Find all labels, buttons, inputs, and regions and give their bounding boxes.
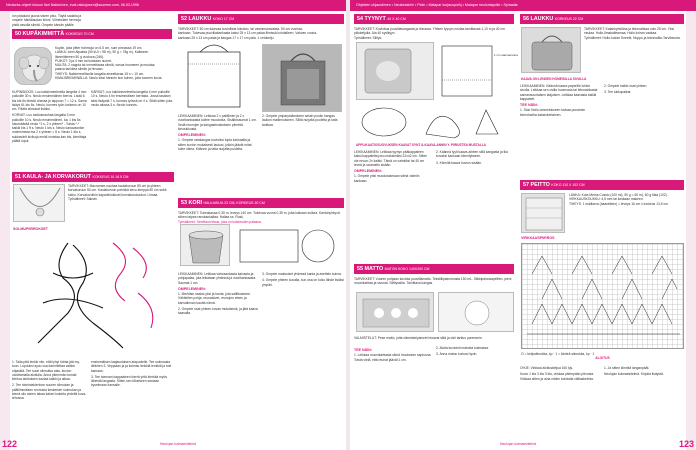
tools-line: Työvälineet: Sakset. (68, 196, 98, 201)
section-55-body-b (436, 346, 514, 434)
section-57-title: 57 PEITTO (523, 182, 550, 188)
bag-icon (263, 45, 343, 113)
section-54-title: 54 TYYNYT (357, 16, 386, 22)
section-57-meta: KOKO 110 X 102 CM (551, 183, 585, 187)
section-57-body-b (604, 366, 684, 434)
section-55-heading (354, 264, 514, 274)
subheading: TEE NÄIN: (354, 348, 372, 352)
seam-label: 1 cm saumanvara (494, 53, 518, 57)
pattern-label: KAAVA ON LENDEN HOMEISILLA SIVULLA (521, 77, 587, 81)
section-54-meta: 40 X 40 CM (387, 17, 406, 21)
section-50-materials (55, 46, 173, 86)
section-51-meta: KOKKEUS 16 JA 5 CM (92, 175, 129, 179)
step-text: 1. Taita pitä lenkki niin, että lyhyt hänta jää my-tuun. Lopuuksi ayuu vua karmiteltaa valtion ohjaskiä. Tee suuri silmukka alas, kuvion osoittamalla aloitulla. Anna pitemmän tomati kiertoa aloituksen kaulaa kaikki ja aikaa. (12, 360, 81, 381)
pillow-photo (356, 42, 434, 100)
section-52-body-a (178, 114, 258, 194)
intro-line: pistä vasulla silmät. Ompele kärsän päälle. (12, 22, 75, 27)
section-57-body-a (520, 366, 600, 434)
knot-diagrams (13, 233, 173, 353)
bag-diagram (180, 44, 260, 114)
section-53-body-b (262, 272, 344, 434)
section-53 (178, 196, 344, 224)
material-line: TARVIKKEET: Kuvioitua puuvillakangasta ja linnaraa. Yhteen tyynyn neulaa tarvittavaa 1,10 m ja 40 cm piiloketjulla. Ala 40 syslityyn. (354, 27, 505, 36)
valmistelut (354, 336, 514, 340)
body-paragraph: 2. Ompele ymparystämiseen selain puolin kangas laukun mallinnukseen. Silitä nurjalta puolelta ja taita tarkkaa. (262, 114, 338, 127)
body-paragraph: 3. Kiinnitä kaava kuvion sisään. (436, 160, 483, 165)
body-paragraph: 2. Ompele kaikki osat yhteen. (604, 84, 648, 88)
body-paragraph: 1. Ja sitten kiinnitä langanpäät. (604, 366, 650, 370)
section-55-body-a (354, 346, 432, 434)
body-paragraph: 2. Käännä lyyti kaava-aiheen sillä kangasta ja tila kuvaksi kankaan kiinnitykseen. (436, 150, 508, 159)
page-number-left: 122 (2, 439, 18, 449)
body-paragraph: 2. Ompele osat yhteen kuvan mukaisesti, ja jätä kaava kaavalla. (178, 306, 258, 315)
elephant-icon (15, 48, 53, 86)
section-53-meta: HALKAISIJA 23 CM, KORKEUS 20 CM (203, 201, 265, 205)
section-57-materials (569, 193, 684, 233)
section-51-heading (12, 172, 174, 182)
material-line: TIHEYS: Nakkeinnellisella langalla aineeltavaa 15 s = 10 cm. (55, 71, 145, 76)
crochet-symbols (522, 244, 685, 350)
material-line: KIMAJÄRKIMIWÄLLÄ: Neulo siksi hännen kun kohen, joka tuomen kuvia. (55, 75, 163, 80)
section-56 (520, 14, 684, 27)
legend-text: O = ketjusilmukka, kp · 1 = kiinteä silmukka, kp · 1 (521, 352, 595, 356)
section-55-meta: MATON KOKO 140X200 CM (384, 267, 430, 271)
section-53-body-a (178, 272, 258, 434)
body-paragraph: Kuvio 1 kts 3 kts 3 kts, virkkaa pitempään piirrosta. Virkkaa sitten ja aina niiden kohdalla välilaskelmia. (520, 372, 595, 381)
pillow-icon (357, 43, 435, 101)
bag2-icon (522, 28, 582, 74)
step-text: ensimmäisen laajasutuisen alapuolelle. Tee solmuasia lähinten 3. Veppiaan ja ja kolmas lenkkiä lenkkiä ja tule kamaan. (91, 360, 172, 373)
necklace-photo (13, 184, 65, 222)
section-57-heading (520, 180, 684, 190)
right-sidebar-strip (686, 11, 696, 450)
stencil-icon (439, 293, 515, 333)
material-line: TARVIKKEET: Macramee-nauhaa kaulakoruun 85 cm ja yhteen korvakoruun 50 cm. Kaulakoruun pahnikä kevo-lemppa 80 cm sekä lukko. Korvakoruihin kaparlinlukkuet korvakorukoukut. Liimaa. (68, 184, 167, 197)
rug-photo (356, 292, 434, 332)
blanket-photo (521, 193, 565, 233)
header-left-text: Neulonta-ohjeet lukuun Ilari Nakkeinen, eval.rakkojusen@suomen.com, 06.03.1996 (6, 3, 139, 7)
section-51-steps-b (91, 360, 173, 436)
stencil-photo (438, 292, 514, 332)
subheading: TEE NÄIN: (520, 103, 538, 107)
section-56-title: 56 LAUKKU (523, 16, 554, 22)
section-55-title: 55 MATTO (357, 266, 384, 272)
intro-line: Ion pidakoid puoss sisren piko, Täytä sadalla ja (12, 14, 82, 18)
section-52-heading (178, 14, 344, 24)
section-50-body-b (91, 90, 173, 170)
step-text: 2. Tee toimintakiertoon suuren silmukan ja päällimmäisen reunusta keskeisen solmukan ja kierrä siis toinen takaa kaken kokeita yhdellä kuva-tehossa. (12, 383, 87, 400)
body-paragraph: 3. Tee lukkopaikat. (604, 90, 632, 95)
body-paragraph: KORVAT: Luo aloitusnauhaa langalla 3 mm puikoille 10 s. Neulo ensimmäinen, luo 1 kts 6s lukumäärää neulo *1 s, 2 s yhteen* - Toista *-* kaikki kts 1 ft s. Neulo 1 kts s. Neulo kanavaonkin molemmista ma 2 s yhteen = 8 s. Neulo 1 kts s, sukkavärit kivikoja emäli omistaa kan kts, kirmittaja päätä loput. (12, 113, 87, 143)
pillow-diagram (438, 42, 518, 102)
applique-shapes (356, 104, 514, 142)
body-paragraph: OHJE: Virkkaa aloitusketjua 160 kjs. (520, 366, 574, 370)
crochet-chart (521, 243, 684, 349)
intro-line: ompele häntälaudan kiinni. Viimeistele hermoja (12, 18, 81, 23)
material-line: VIRKKAUSKOUKKU: 4,5 mm tai koskaan makeen. (569, 197, 644, 202)
rug-icon (357, 293, 435, 333)
section-50-body-a (12, 90, 87, 170)
page-gutter (346, 0, 350, 450)
material-line: TARVIKKEET: Tukeakasaa 0,35 m, leveys 140 cm. Tukevaa vuoria 0,35 m, joita lukkaan kulkea. Kantohyhkyvä siihen taipea ranskankaltaa. Hallaa ns. Rusk. (178, 211, 340, 220)
section-56-heading (520, 14, 684, 24)
bag-photo (262, 44, 342, 112)
material-line: TARVIKKEET: 50 cm tukevaa kuviollista lukuisto- tai vasinmukavaista. 50 cm vuoriaa- (178, 27, 303, 31)
section-53-heading (178, 198, 344, 208)
material-line: TARVIKKEET: Vuoren pohjaan kuviota puuvillamatto. Tekstiilipainomusta 150 mL. Silkkipainosapellien, pieni muovikarttaa ja sivusta. Siltityssilta. Tarvittava kangas. (354, 277, 512, 286)
body-paragraph: 4. Ompele yhteen kuvalla, kun osa on koko lähde lisäksi ympäri. (262, 278, 344, 287)
body-paragraph: 1. Ompele pitsi muodostamaan silmä valmiin kankaan. (354, 174, 420, 183)
elephant-photo (14, 47, 52, 85)
header-right (350, 0, 696, 11)
diagram-label: SOLMUPIIRROKSET (13, 227, 48, 231)
section-50-heading (12, 29, 172, 39)
subheading: OMPELEMINEN: (178, 286, 206, 291)
body-paragraph: Neulojan kulmaesitelmä. Kirjoita lisäystä. (604, 372, 664, 377)
tools-line: Työvälineet: Silitys. (354, 35, 383, 40)
section-50-meta: KOKKEUS 70 CM (65, 31, 94, 36)
necklace-icon (14, 185, 66, 223)
blanket-icon (522, 194, 566, 234)
footer-left: Neulojan kulmaesitelmä (160, 442, 196, 446)
material-line: MUUTA: 2 nappia tai ommeltavaa silmiä, vanua huomeen ja muutaa (55, 63, 155, 67)
body-paragraph: 1. Sido Nollo-ommelukseen kaivaa punainen kierroksella kaksinkertainen. (520, 108, 586, 117)
section-55 (354, 262, 514, 286)
section-56-body-b (604, 84, 684, 176)
section-52 (178, 14, 344, 40)
material-line: TARVIKKEET: Kalanhyheläna ja tekonahkaa noin 25 cm. Yksi neulaa. Hollo-ilmakalleamaa. Hollo koiran vaakaa. (584, 27, 674, 36)
section-52-meta: KOKO 17 CM (212, 17, 235, 21)
subheading: OMPELEMINEN: (354, 169, 382, 173)
valmistelut-text: VALMISTELUT: Pese matto, jotta viimeistelyaineet irtoavat siitä ja väri tarttuu paremmin. (354, 336, 483, 340)
applique-label: APPLIKAATIOSUOVUKSEN KAAVAT SYNT A-KAAVA-ANNIN Y. PIIRUSTEA MUSTALLA (356, 143, 486, 147)
material-line: kankaan 25 x 13 cm palaa ja kangas 17 x 17 cm pala. 1 vetoketju. (178, 35, 275, 40)
section-52-title: 52 LAUKKU (181, 16, 212, 22)
basket-icon (181, 225, 231, 267)
material-line: kankaan. Tukevaa puuvillakankaata kaksi 25 x 13 cm palaa filmissä kohdalleen. Vahvan vuoria- (178, 31, 318, 36)
header-left (0, 0, 346, 11)
basket-pattern (236, 224, 340, 268)
aloitus-label: ALOITUS (595, 356, 610, 361)
bag2-photo (521, 27, 581, 73)
subheading: OMPELEMINEN: (178, 133, 206, 137)
body-paragraph: LEIKKAAMINEN: Leikkaa 2 x pallillinen ja 2 x vuorikankaasta kolme muodosta. Sisältösaumat 1 cm. Vedä reunojen ja kangasteoistuksen piirrettä kinoslukusta. (178, 114, 257, 131)
section-56-materials (584, 27, 684, 75)
section-54-heading (354, 14, 514, 24)
body-paragraph: 1. Ompele ratakangas kuvioiksi tupla kankaalla ja sitten kuvion mukaisesti laukun, jolloin jäävät mitat tulee oikea. Käänne ja taita nurjalta puolelta. (178, 138, 252, 151)
section-54 (354, 14, 514, 40)
body-paragraph: 3. Ompele maksuiset yhdessä kanta ja asettele kulma. (262, 272, 342, 276)
section-54-body-b (436, 150, 514, 262)
body-paragraph: 1. Merkitse osaksi yksi ja kanta, jota sallittuamme. Vähitellen pohja, reunasiivet, reunojen eteen ja kanvalinnan kautta nämä. (178, 292, 251, 305)
section-51-steps-a (12, 360, 87, 436)
section-57 (520, 178, 684, 193)
material-line: PUIKOT: 3 ja 4 mm tai koskaan nuoret. (55, 58, 112, 63)
body-paragraph: KUPINSIIDOS: Luo kakkinneelmella langella 4 mm puikoille 30 s. Neulo ensimmäinen kerros. Lisää 6 kts kts 6s tiivistä ohessa je lappuun 7 = 12 s. Sama lisäys 6L kts 6s. Neulo, kunnes työn korkeus on 10 cm. Päätä silmukat lisäksi. (12, 90, 87, 111)
section-56-body-a (520, 84, 600, 176)
body-paragraph: LEIKKAAMINEN: Käännä kaava paperille lohkin sivulla. Leikkaa sen osilla huomosta tai tekonahkasta samansuuntaisen laajuisen. Leikkaa kaavasta kaikki kappaleet. (520, 84, 598, 101)
material-line: LANKA: Kuta Mema Cossio (100 ml), 50 g = 60 m), 60 g tilaa (102). (569, 193, 668, 197)
section-53-title: 53 KORI (181, 200, 202, 206)
section-56-meta: KORKEUS 22 CM (554, 17, 584, 21)
section-50-title: 50 KUPÄKIMMITTÄ (15, 30, 65, 37)
material-line: Kuplin, joka pitter hahmoja on 6,5 cm, sum pinnassa 19 cm. (55, 46, 143, 50)
section-54-body-a (354, 150, 432, 262)
material-line: palava tankkea silmiin ja hirvaan. (55, 67, 104, 72)
chart-label: VIRKKAUSPIIRROS (521, 236, 555, 240)
header-right-text: Ohjeiden ohjaustimen • Neulontalehi • Pelin • Malapar korjauspoihj • Malapar neulontapolle • Spiraalia (356, 3, 518, 7)
basket-photo (180, 224, 230, 266)
body-paragraph: KÄRSÄT: Luo kakkinneelmella langella 4 mm puikoille 10 s. Neulo 4 tin ensimmäisen kerrasta. Jossa tasaisin siksi lisäystä 7 s, kunnes työssä on 4 s. Sitäti sitten joka neulo alussa 3 s. Neulo kunnes. (91, 90, 173, 107)
tools-line: Työvälineet: Tarvittava tilaus, joka on kokkeuden palassa. (178, 219, 262, 224)
body-paragraph: 3. Anna maton kuivua hyvin. (436, 352, 478, 357)
body-paragraph: 2. Aloita kuviointi matosta kulmassa. (436, 346, 489, 350)
step-text: 3. Tee toimnan kappaaleen kierrä yhtä kierkkä myös lähestä langasta. Sitten sen läheiseen samaan kyselmaan kansalle. (91, 374, 167, 388)
material-line: LANKA: Ioimi Alpakka (50 kUl = 98 m), 50 g = 78g m), Kalkkeen (55, 50, 149, 55)
body-paragraph: LEIKKAAMINEN: Leikkaa vahvaankasta kalvasta ja pohjapalaa, jota leikataan yhdessä ja vuorikankaasta. Saumat 1 cm. (178, 272, 257, 285)
material-line: TIHEYS: 1 maillarva (haaralleen) = leveys 16 cm x korkeus 13,5 cm (569, 201, 668, 206)
tools-line: Työvälineet: Hollo-koiran Sneebi, Nuppu ja tekninallia-Tarvikeosta. (584, 35, 681, 40)
page-number-right: 123 (678, 439, 694, 449)
section-51-materials (68, 184, 174, 224)
footer-right: Neulojan kulmaesitelmä (500, 442, 536, 446)
body-paragraph: LEIKKAAMINEN: Leikkaa tyynyn pääkappaleen kaksi kappaletta joko maksimiksi 22x42 cm. Sitten ole neuvo 2x kaikki. Tämä on valmiiksi tai 40 cm leveä ja saumattu sisään. (354, 150, 428, 167)
section-51 (12, 170, 174, 185)
body-paragraph: 1. Leikkaa muovikarttasta silmä muotoisen sapluuna. Toista vielä, että reunat jäävät 1 cm. (354, 353, 432, 362)
left-sidebar-strip (0, 11, 10, 450)
chart-legend (521, 352, 684, 361)
material-line: lämmittimeen 50 g vuokora (246). (55, 54, 105, 59)
section-51-title: 51 KAULA- JA KORVAKORUT (15, 174, 91, 180)
section-52-body-b (262, 114, 344, 194)
